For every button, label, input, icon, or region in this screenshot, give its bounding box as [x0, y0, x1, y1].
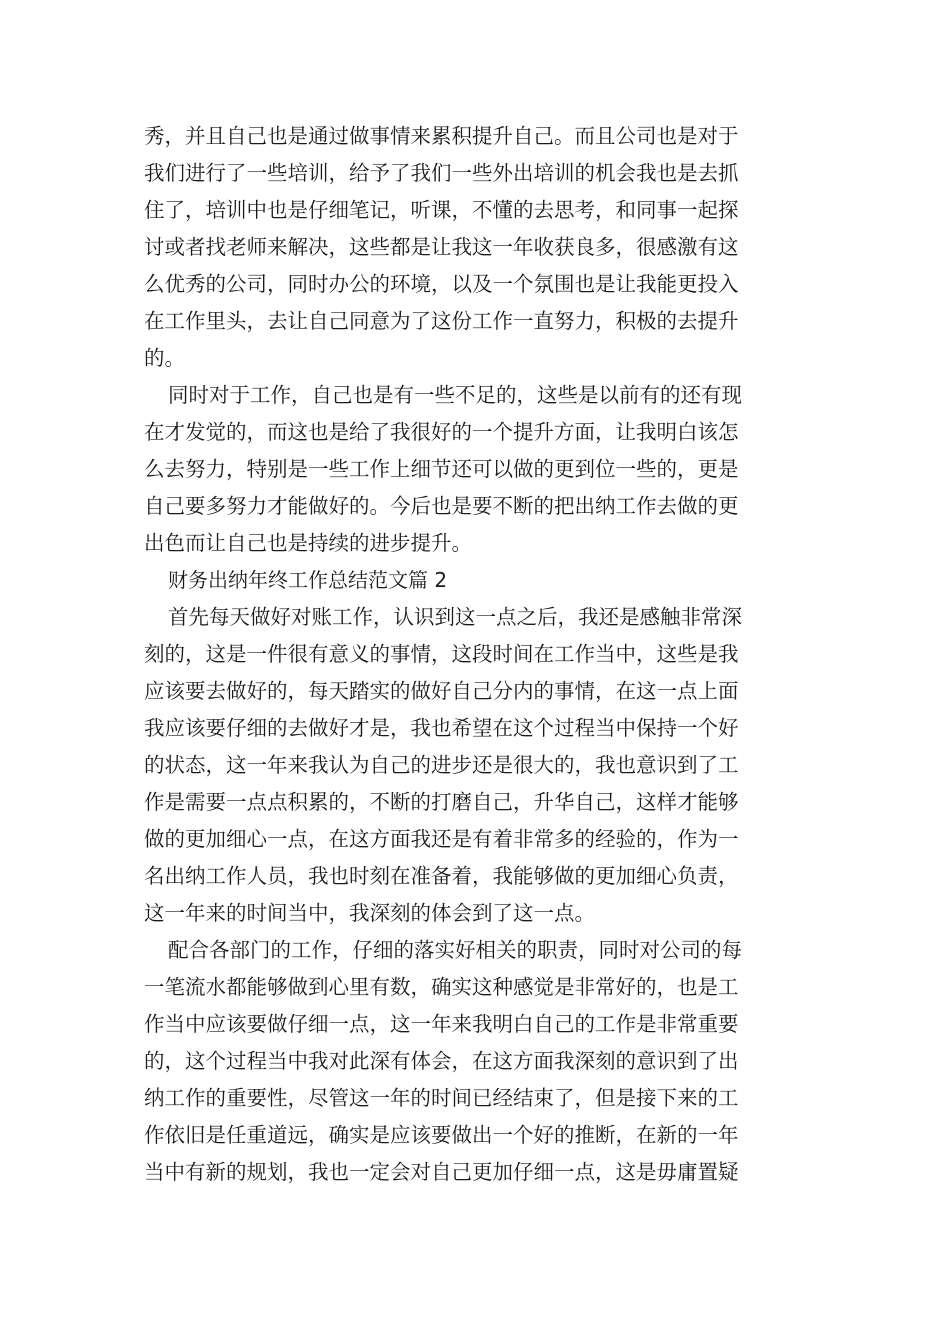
paragraph-line: 应该要去做好的，每天踏实的做好自己分内的事情，在这一点上面	[144, 679, 739, 703]
document-body	[144, 118, 808, 1191]
paragraph	[144, 932, 808, 1191]
paragraph-line: 的状态，这一年来我认为自己的进步还是很大的，我也意识到了工	[144, 753, 739, 777]
paragraph-line: 配合各部门的工作，仔细的落实好相关的职责，同时对公司的每	[168, 938, 742, 962]
paragraph-line: 作依旧是任重道远，确实是应该要做出一个好的推断，在新的一年	[144, 1123, 739, 1147]
paragraph	[144, 118, 808, 377]
paragraph-line: 纳工作的重要性，尽管这一年的时间已经结束了，但是接下来的工	[144, 1086, 739, 1110]
paragraph-line: 一笔流水都能够做到心里有数，确实这种感觉是非常好的，也是工	[144, 975, 739, 999]
paragraph-line: 么优秀的公司，同时办公的环境，以及一个氛围也是让我能更投入	[144, 272, 739, 296]
paragraph-line: 讨或者找老师来解决，这些都是让我这一年收获良多，很感激有这	[144, 235, 739, 259]
paragraph-line: 在工作里头，去让自己同意为了这份工作一直努力，积极的去提升	[144, 309, 739, 333]
section-heading: 财务出纳年终工作总结范文篇 2	[168, 568, 448, 592]
paragraph-line: 当中有新的规划，我也一定会对自己更加仔细一点，这是毋庸置疑	[144, 1160, 739, 1184]
paragraph-line: 我们进行了一些培训，给予了我们一些外出培训的机会我也是去抓	[144, 161, 739, 185]
paragraph	[144, 377, 808, 562]
paragraph-line: 刻的，这是一件很有意义的事情，这段时间在工作当中，这些是我	[144, 642, 739, 666]
paragraph-line: 我应该要仔细的去做好才是，我也希望在这个过程当中保持一个好	[144, 716, 739, 740]
paragraph-line: 的，这个过程当中我对此深有体会，在这方面我深刻的意识到了出	[144, 1049, 739, 1073]
paragraph-line: 的。	[144, 346, 185, 370]
paragraph-line: 做的更加细心一点，在这方面我还是有着非常多的经验的，作为一	[144, 827, 739, 851]
paragraph-line: 自己要多努力才能做好的。今后也是要不断的把出纳工作去做的更	[144, 494, 739, 518]
paragraph-line: 住了，培训中也是仔细笔记，听课，不懂的去思考，和同事一起探	[144, 198, 739, 222]
paragraph-line: 同时对于工作，自己也是有一些不足的，这些是以前有的还有现	[168, 383, 742, 407]
paragraph-line: 么去努力，特别是一些工作上细节还可以做的更到位一些的，更是	[144, 457, 739, 481]
paragraph	[144, 599, 808, 932]
paragraph-line: 出色而让自己也是持续的进步提升。	[144, 531, 472, 555]
paragraph-line: 作当中应该要做仔细一点，这一年来我明白自己的工作是非常重要	[144, 1012, 739, 1036]
paragraph-line: 首先每天做好对账工作，认识到这一点之后，我还是感触非常深	[168, 605, 742, 629]
paragraph-line: 这一年来的时间当中，我深刻的体会到了这一点。	[144, 901, 595, 925]
paragraph-line: 在才发觉的，而这也是给了我很好的一个提升方面，让我明白该怎	[144, 420, 739, 444]
paragraph-line: 名出纳工作人员，我也时刻在准备着，我能够做的更加细心负责，	[144, 864, 739, 888]
paragraph-line: 作是需要一点点积累的，不断的打磨自己，升华自己，这样才能够	[144, 790, 739, 814]
paragraph-line: 秀，并且自己也是通过做事情来累积提升自己。而且公司也是对于	[144, 124, 739, 148]
